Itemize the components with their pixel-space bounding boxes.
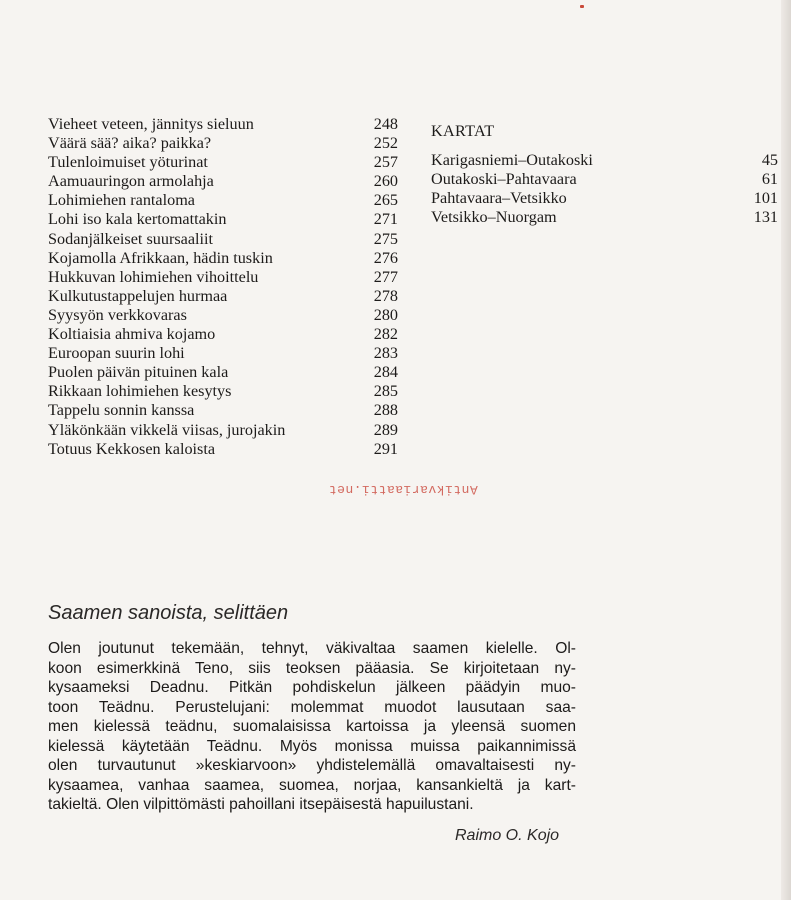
entry-page-number: 101 — [753, 189, 778, 207]
toc-entry — [48, 421, 398, 440]
body-line: kysaamea, vanhaa saamea, suomea, norjaa, kansankieltä ja kart- — [48, 776, 576, 794]
toc-entry — [48, 172, 398, 191]
entry-page-number: 282 — [373, 325, 398, 344]
entry-page-number: 284 — [373, 363, 398, 382]
entry-page-number: 291 — [373, 439, 398, 458]
entry-title: Koltiaisia ahmiva kojamo — [48, 325, 216, 344]
page-edge — [781, 0, 791, 900]
toc-entry — [48, 134, 398, 153]
entry-title: Outakoski–Pahtavaara — [431, 170, 577, 188]
toc-entry — [48, 363, 398, 382]
maps-items — [431, 151, 778, 227]
entry-page-number: 45 — [761, 151, 778, 169]
ink-mark — [580, 5, 584, 8]
section-title: Saamen sanoista, selittäen — [48, 602, 289, 624]
toc-entry — [48, 401, 398, 420]
toc-entry — [48, 287, 398, 306]
entry-title: Kulkutustappelujen hurmaa — [48, 286, 228, 305]
entry-title: Tulenloimuiset yöturinat — [48, 153, 208, 172]
maps-title: KARTAT — [431, 122, 495, 140]
body-line: kielessä käytetään Teädnu. Myös monissa muissa paikannimissä — [48, 737, 576, 755]
body-line: Olen joutunut tekemään, tehnyt, väkivaltaa saamen kielelle. Ol- — [48, 640, 576, 657]
entry-title: Aamuauringon armolahja — [48, 172, 214, 191]
entry-page-number: 285 — [373, 382, 398, 401]
entry-title: Yläkönkään vikkelä viisas, jurojakin — [48, 420, 286, 439]
toc-entry — [48, 382, 398, 401]
entry-page-number: 260 — [373, 172, 398, 191]
entry-title: Pahtavaara–Vetsikko — [431, 189, 567, 207]
entry-page-number: 252 — [373, 134, 398, 153]
toc-entry — [48, 440, 398, 459]
body-line: kysaameksi Deadnu. Pitkän pohdiskelun jälkeen päädyin muo- — [48, 679, 576, 696]
body-line: takieltä. Olen vilpittömästi pahoillani itsepäisestä hapuilustani. — [48, 796, 474, 813]
entry-title: Vetsikko–Nuorgam — [431, 208, 557, 226]
watermark-stamp: Antikvariaatti.net — [328, 482, 478, 497]
section-body — [48, 639, 576, 815]
toc-entry — [48, 191, 398, 210]
entry-title: Tappelu sonnin kanssa — [48, 401, 195, 420]
body-line: men kielessä teädnu, suomalaisissa kartoissa ja yleensä suomen — [48, 718, 576, 735]
entry-title: Vieheet veteen, jännitys sieluun — [48, 115, 254, 133]
table-of-contents — [48, 115, 398, 459]
toc-entry — [431, 189, 778, 208]
entry-page-number: 277 — [373, 267, 398, 286]
entry-page-number: 265 — [373, 191, 398, 210]
toc-entry — [48, 344, 398, 363]
toc-entry — [48, 210, 398, 229]
entry-title: Lohimiehen rantaloma — [48, 191, 195, 210]
toc-entry — [48, 325, 398, 344]
entry-page-number: 257 — [373, 153, 398, 172]
entry-title: Kojamolla Afrikkaan, hädin tuskin — [48, 248, 273, 267]
toc-entry — [431, 170, 778, 189]
toc-entry — [48, 249, 398, 268]
entry-title: Sodanjälkeiset suursaaliit — [48, 229, 213, 248]
entry-title: Puolen päivän pituinen kala — [48, 363, 229, 382]
entry-title: Rikkaan lohimiehen kesytys — [48, 382, 232, 401]
body-line: olen turvautunut »keskiarvoon» yhdistelemällä omavaltaisesti ny- — [48, 757, 576, 774]
entry-page-number: 278 — [373, 286, 398, 305]
entry-page-number: 289 — [373, 420, 398, 439]
toc-entry — [48, 268, 398, 287]
entry-title: Lohi iso kala kertomattakin — [48, 210, 227, 229]
entry-title: Totuus Kekkosen kaloista — [48, 439, 216, 458]
entry-title: Euroopan suurin lohi — [48, 344, 185, 363]
maps-list — [431, 122, 778, 227]
toc-entry — [431, 151, 778, 170]
entry-page-number: 280 — [373, 305, 398, 324]
entry-page-number: 131 — [753, 208, 778, 226]
entry-page-number: 275 — [373, 229, 398, 248]
entry-title: Väärä sää? aika? paikka? — [48, 134, 212, 153]
author-signature: Raimo O. Kojo — [455, 827, 560, 844]
entry-page-number: 276 — [373, 248, 398, 267]
toc-entry — [48, 230, 398, 249]
entry-page-number: 283 — [373, 344, 398, 363]
entry-page-number: 61 — [761, 170, 778, 188]
body-line: koon esimerkkinä Teno, siis teoksen pääasia. Se kirjoitetaan ny- — [48, 659, 576, 677]
toc-entry — [431, 208, 778, 227]
entry-page-number: 288 — [373, 401, 398, 420]
body-line: toon Teädnu. Perustelujani: molemmat muodot lausutaan saa- — [48, 698, 576, 716]
entry-title: Syysyön verkkovaras — [48, 305, 187, 324]
toc-entry — [48, 115, 398, 134]
entry-title: Karigasniemi–Outakoski — [431, 151, 593, 169]
entry-page-number: 271 — [373, 210, 398, 229]
entry-title: Hukkuvan lohimiehen vihoittelu — [48, 267, 259, 286]
toc-entry — [48, 306, 398, 325]
entry-page-number: 248 — [373, 115, 398, 133]
toc-entry — [48, 153, 398, 172]
